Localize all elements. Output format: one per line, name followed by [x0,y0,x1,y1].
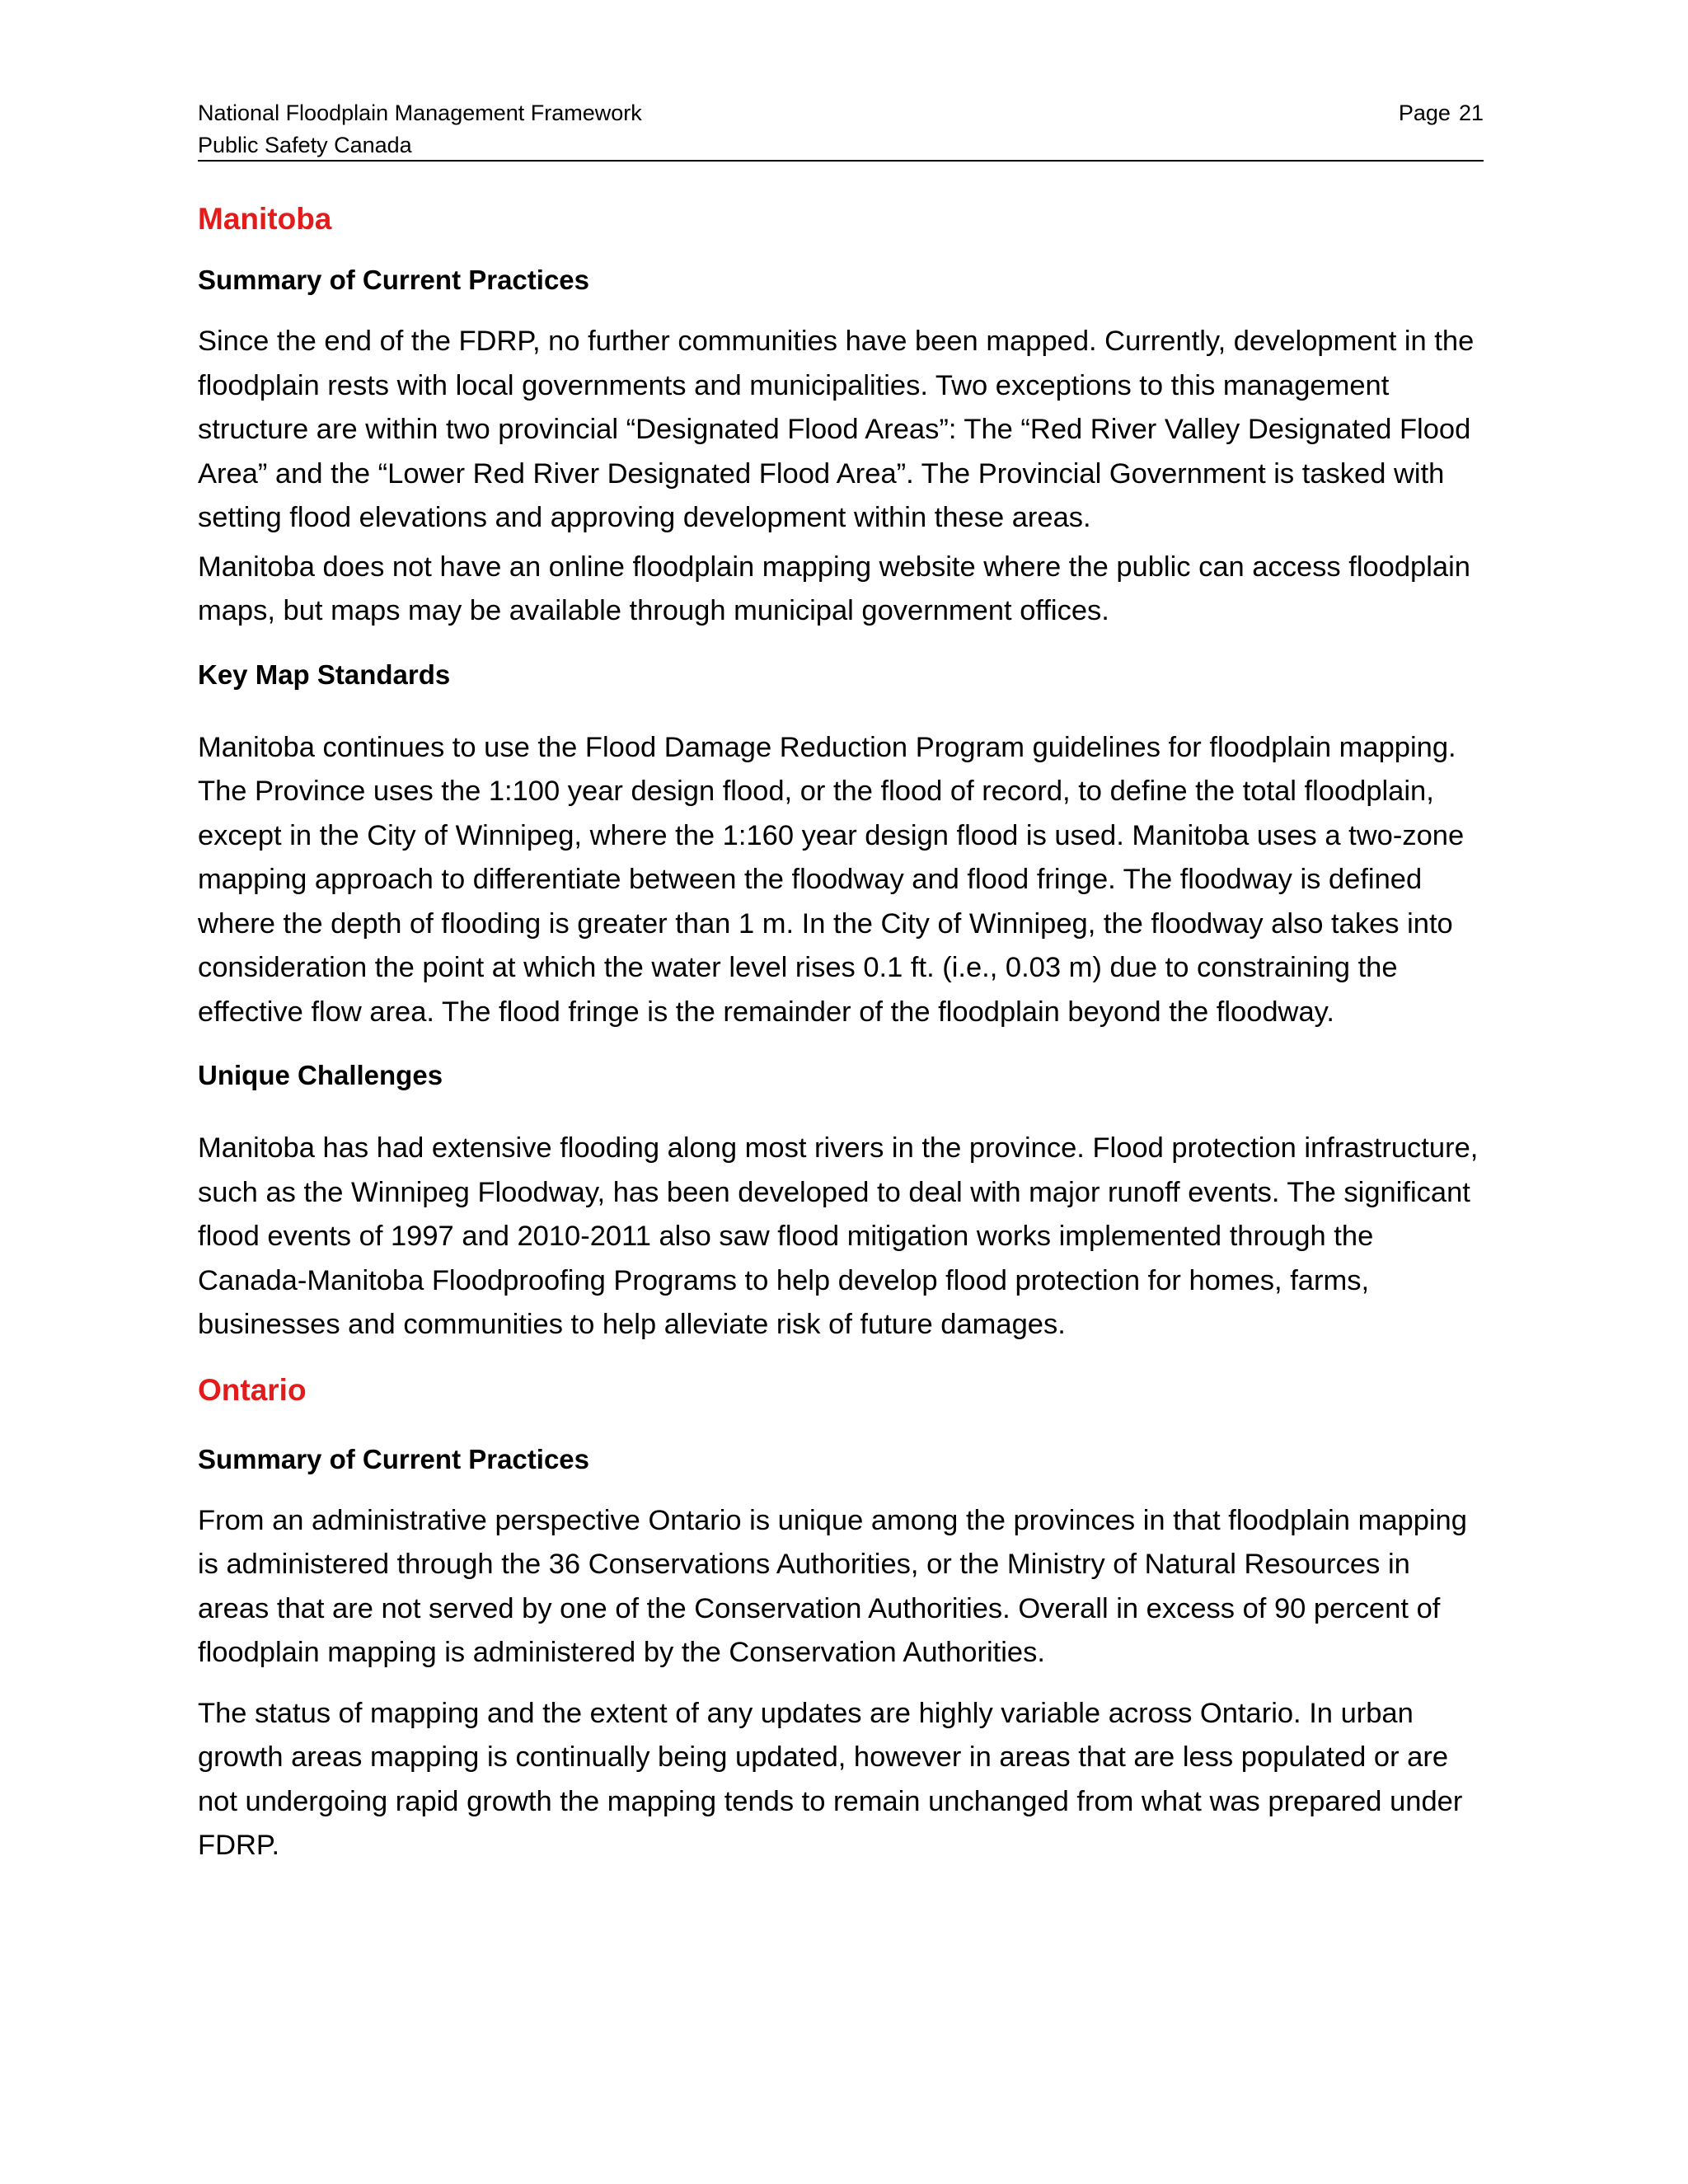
ontario-title: Ontario [198,1372,307,1407]
ontario-summary-paragraph-2: The status of mapping and the extent of any updates are highly variable across Ontario. In urban growth areas mapping is continually being updated, however in areas that are less populated or are not undergoing rapid growth the mapping tends to remain unchanged from what was prepared under FDRP. [198,1697,1463,1861]
manitoba-title: Manitoba [198,202,332,236]
manitoba-challenges-paragraph: Manitoba has had extensive flooding along most rivers in the province. Flood protection infrastructure, such as the Winnipeg Floodway, has been developed to deal with major runoff events. The significant flood events of 1997 and 2010-2011 also saw flood mitigation works implemented through the Canada-Manitoba Floodproofing Programs to help develop flood protection for homes, farms, businesses and communities to help alleviate risk of future damages. [198,1132,1479,1340]
page-label: Page [1398,101,1451,125]
document-body [198,199,1488,1868]
header-left [198,97,642,162]
page-number: 21 [1458,101,1484,125]
ontario-summary-paragraph-1: From an administrative perspective Ontario is unique among the provinces in that floodplain mapping is administered through the 36 Conservations Authorities, or the Ministry of Natural Resources in areas that are not served by one of the Conservation Authorities. Overall in excess of 90 percent of floodplain mapping is administered by the Conservation Authorities. [198,1504,1467,1668]
manitoba-challenges-heading: Unique Challenges [198,1060,443,1090]
ontario-summary-heading: Summary of Current Practices [198,1443,590,1474]
organization-name: Public Safety Canada [198,133,412,157]
manitoba-standards-paragraph: Manitoba continues to use the Flood Damage Reduction Program guidelines for floodplain mapping. The Province uses the 1:100 year design flood, or the flood of record, to define the total floodplain, except in the City of Winnipeg, where the 1:160 year design flood is used. Manitoba uses a two-zone mapping approach to differentiate between the floodway and flood fringe. The floodway is defined where the depth of flooding is greater than 1 m. In the City of Winnipeg, the floodway also takes into consideration the point at which the water level rises 0.1 ft. (i.e., 0.03 m) due to constraining the effective flow area. The flood fringe is the remainder of the floodplain beyond the floodway. [198,731,1465,1028]
manitoba-summary-heading: Summary of Current Practices [198,265,590,295]
document-title: National Floodplain Management Framework [198,101,642,125]
manitoba-summary-paragraph-2: Manitoba does not have an online floodplain mapping website where the public can access floodplain maps, but maps may be available through municipal government offices. [198,551,1470,626]
page-indicator [1399,97,1484,129]
manitoba-summary-paragraph-1: Since the end of the FDRP, no further communities have been mapped. Currently, development in the floodplain rests with local governments and municipalities. Two exceptions to this management structure are within two provincial “Designated Flood Areas”: The “Red River Valley Designated Flood Area” and the “Lower Red River Designated Flood Area”. The Provincial Government is tasked with setting flood elevations and approving development within these areas. [198,326,1475,533]
page-header [198,97,1484,162]
manitoba-standards-heading: Key Map Standards [198,658,451,690]
